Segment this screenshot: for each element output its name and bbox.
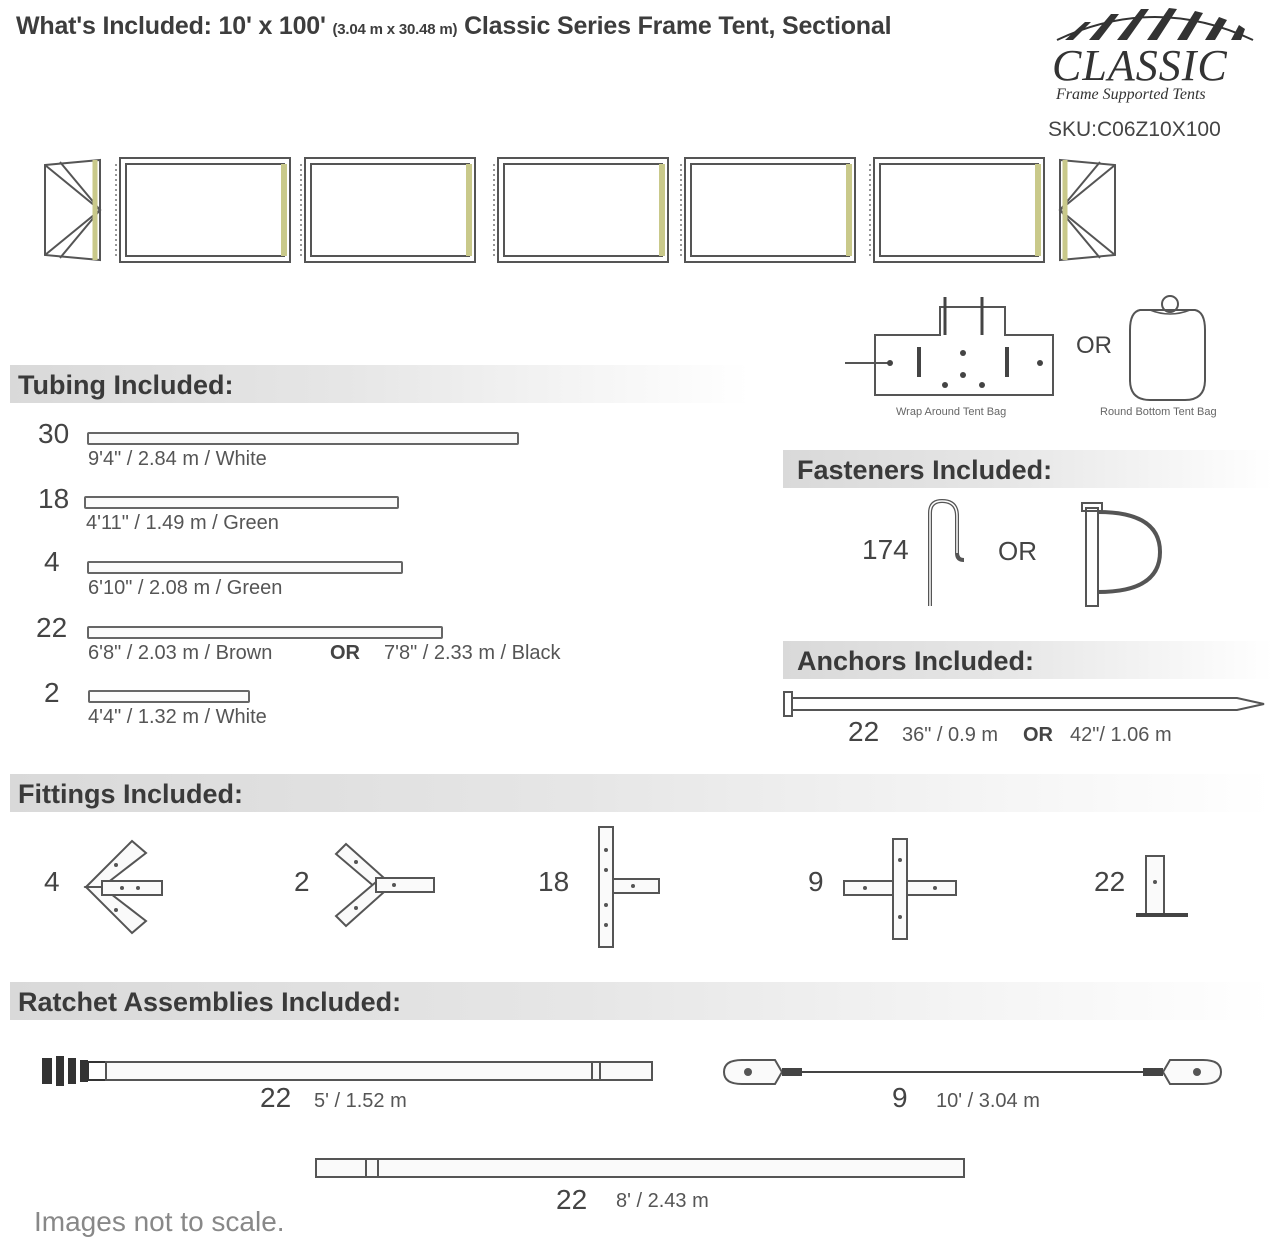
fitting-qty-1: 4 [44,866,60,897]
tube-spec-4b: 7'8" / 2.33 m / Black [384,642,561,664]
fasteners-heading: Fasteners Included: [797,455,1053,485]
tube-qty-3: 4 [44,546,60,577]
anchors-heading: Anchors Included: [797,646,1035,676]
tube-spec-1: 9'4" / 2.84 m / White [88,448,267,470]
corner-fitting-icon [82,835,167,940]
page-title: What's Included: 10' x 100' (3.04 m x 30.48 m) Classic Series Frame Tent, Sectional [16,12,892,40]
lynch-pin-icon [1078,500,1168,610]
fasteners-heading-band [783,450,1273,488]
strap-spec: 5' / 1.52 m [314,1090,407,1112]
tube-bar-1 [87,432,519,445]
fittings-heading-band [10,774,1272,812]
ratchet-bar-icon [314,1156,968,1180]
tube-bar-3 [87,561,403,574]
fittings-heading: Fittings Included: [18,779,243,809]
scale-note: Images not to scale. [34,1206,285,1237]
tube-qty-5: 2 [44,677,60,708]
bar-spec: 8' / 2.43 m [616,1190,709,1212]
fastener-or-label: OR [998,536,1037,566]
ratchet-cable-icon [720,1056,1225,1088]
fastener-qty: 174 [862,534,909,565]
wrap-bag-caption: Wrap Around Tent Bag [896,406,1007,418]
round-bag-caption: Round Bottom Tent Bag [1100,406,1217,418]
strap-qty: 22 [260,1082,292,1113]
hook-pin-icon [922,498,967,608]
tube-qty-1: 30 [38,418,70,449]
tent-frame-diagram [40,150,1120,270]
tube-spec-4a: 6'8" / 2.03 m / Brown [88,642,273,664]
y-fitting-icon [332,840,437,930]
anchor-spec-a: 36" / 0.9 m [902,724,999,746]
tube-spec-5: 4'4" / 1.32 m / White [88,706,267,728]
logo-subtitle: Frame Supported Tents [1056,86,1206,103]
ratchets-heading: Ratchet Assemblies Included: [18,987,402,1017]
tube-qty-4: 22 [36,612,68,643]
bag-or-label: OR [1076,332,1112,359]
tube-bar-4 [87,626,443,639]
logo-text: CLASSIC [1052,41,1228,90]
fitting-qty-4: 9 [808,866,824,897]
tube-spec-3: 6'10" / 2.08 m / Green [88,577,283,599]
tubing-heading: Tubing Included: [18,370,234,400]
tube-bar-5 [88,690,250,703]
fitting-qty-5: 22 [1094,866,1126,897]
fitting-qty-2: 2 [294,866,310,897]
ratchet-strap-icon [40,1052,660,1092]
fitting-qty-3: 18 [538,866,570,897]
tube-spec-2: 4'11" / 1.49 m / Green [86,512,279,534]
cable-qty: 9 [892,1082,908,1113]
t-fitting-icon [595,825,665,950]
anchor-or-label: OR [1023,724,1053,746]
anchor-spec-b: 42"/ 1.06 m [1070,724,1172,746]
tube-bar-2 [84,496,399,509]
round-bottom-bag-icon [1120,290,1215,405]
tubing-heading-band [10,365,750,403]
wrap-around-bag-icon [845,295,1060,405]
cross-fitting-icon [840,835,960,945]
foot-plate-icon [1132,852,1192,922]
ratchets-heading-band [10,982,1272,1020]
tent-stripes-icon [1055,4,1255,44]
anchors-heading-band [783,641,1273,679]
tube-qty-2: 18 [38,483,70,514]
anchor-qty: 22 [848,716,880,747]
sku-label: SKU:C06Z10X100 [1048,118,1221,141]
bar-qty: 22 [556,1184,588,1215]
cable-spec: 10' / 3.04 m [936,1090,1040,1112]
tube-or-label: OR [330,642,360,664]
